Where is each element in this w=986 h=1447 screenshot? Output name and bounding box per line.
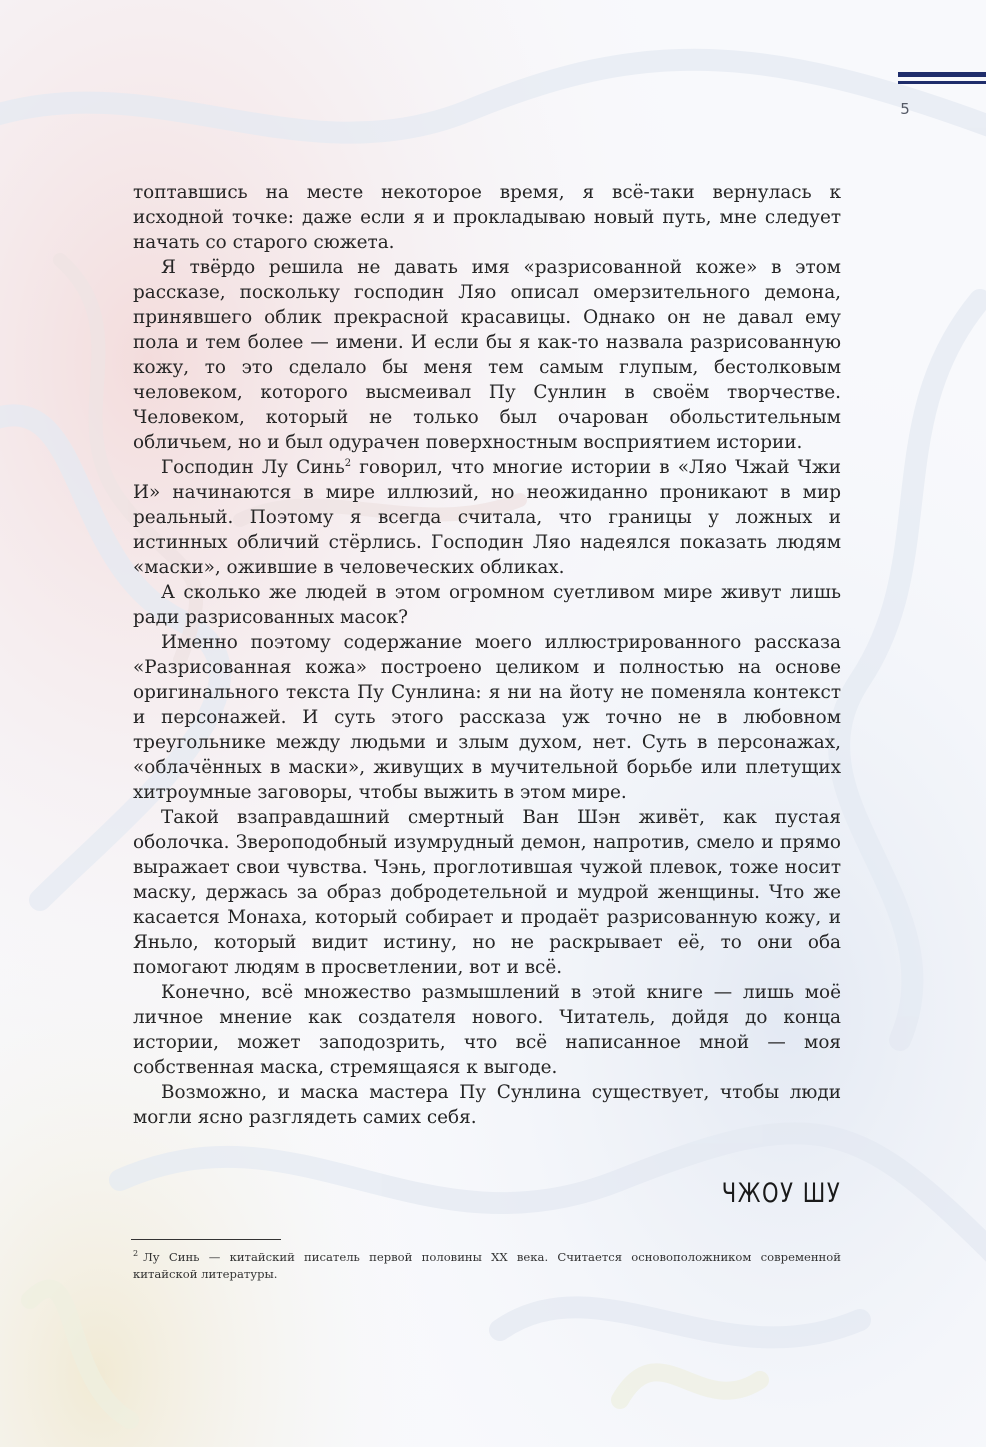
paragraph-3-rest: говорил, что многие истории в «Ляо Чжай Чжи И» начинаются в мире иллюзий, но неожиданно проникают в мир реальный. Поэтому я всегда считала, что границы у ложных и истинных обличий стёрлись. Господин Ляо надеялся показать людям «маски», ожившие в человеческих обликах.	[133, 457, 841, 578]
main-text	[133, 180, 841, 1130]
footnote-reference: 2	[344, 457, 352, 469]
header-rule-thin	[898, 81, 986, 84]
paragraph-3	[133, 455, 841, 580]
paragraph-2: Я твёрдо решила не давать имя «разрисованной коже» в этом рассказе, поскольку господин Ляо описал омерзительного демона, принявшего облик прекрасной красавицы. Однако он не давал ему пола и тем более — имени. И если бы я как-то назвала разрисованную кожу, то это сделало бы меня тем самым глупым, бестолковым человеком, которого высмеивал Пу Сунлин в своём творчестве. Человеком, который не только был очарован обольстительным обличьем, но и был одурачен поверхностным восприятием истории.	[133, 257, 841, 453]
paragraph-6: Такой взаправдашний смертный Ван Шэн живёт, как пустая оболочка. Звероподобный изумрудный демон, напротив, смело и прямо выражает свои чувства. Чэнь, проглотившая чужой плевок, тоже носит маску, держась за образ добродетельной и мудрой женщины. Что же касается Монаха, который собирает и продаёт разрисованную кожу, и Яньло, который видит истину, но не раскрывает её, то они оба помогают людям в просветлении, вот и всё.	[133, 807, 841, 978]
footnote-text: Лу Синь — китайский писатель первой половины XX века. Считается основоположником современной китайской литературы.	[133, 1250, 841, 1281]
paragraph-3-start: Господин Лу Синь	[161, 457, 345, 478]
paragraph-7: Конечно, всё множество размышлений в этой книге — лишь моё личное мнение как создателя нового. Читатель, дойдя до конца истории, может заподозрить, что всё написанное мной — моя собственная маска, стремящаяся к выгоде.	[133, 982, 841, 1078]
footnote	[133, 1249, 841, 1283]
author-signature: ЧЖОУ ШУ	[721, 1178, 841, 1209]
page-number: 5	[900, 100, 910, 118]
paragraph-5: Именно поэтому содержание моего иллюстрированного рассказа «Разрисованная кожа» построено целиком и полностью на основе оригинального текста Пу Сунлина: я ни на йоту не поменяла контекст и персонажей. И суть этого рассказа уж точно не в любовном треугольнике между людьми и злым духом, нет. Суть в персонажах, «облачённых в маски», живущих в мучительной борьбе или плетущих хитроумные заговоры, чтобы выжить в этом мире.	[133, 632, 841, 803]
paragraph-1: топтавшись на месте некоторое время, я всё-таки вернулась к исходной точке: даже если я и прокладываю новый путь, мне следует начать со старого сюжета.	[133, 182, 841, 253]
paragraph-4: А сколько же людей в этом огромном суетливом мире живут лишь ради разрисованных масок?	[133, 582, 841, 628]
footnote-divider	[131, 1239, 281, 1240]
footnote-mark: 2	[133, 1249, 139, 1259]
header-rule-thick	[898, 72, 986, 77]
paragraph-8: Возможно, и маска мастера Пу Сунлина существует, чтобы люди могли ясно разглядеть самих себя.	[133, 1082, 841, 1128]
